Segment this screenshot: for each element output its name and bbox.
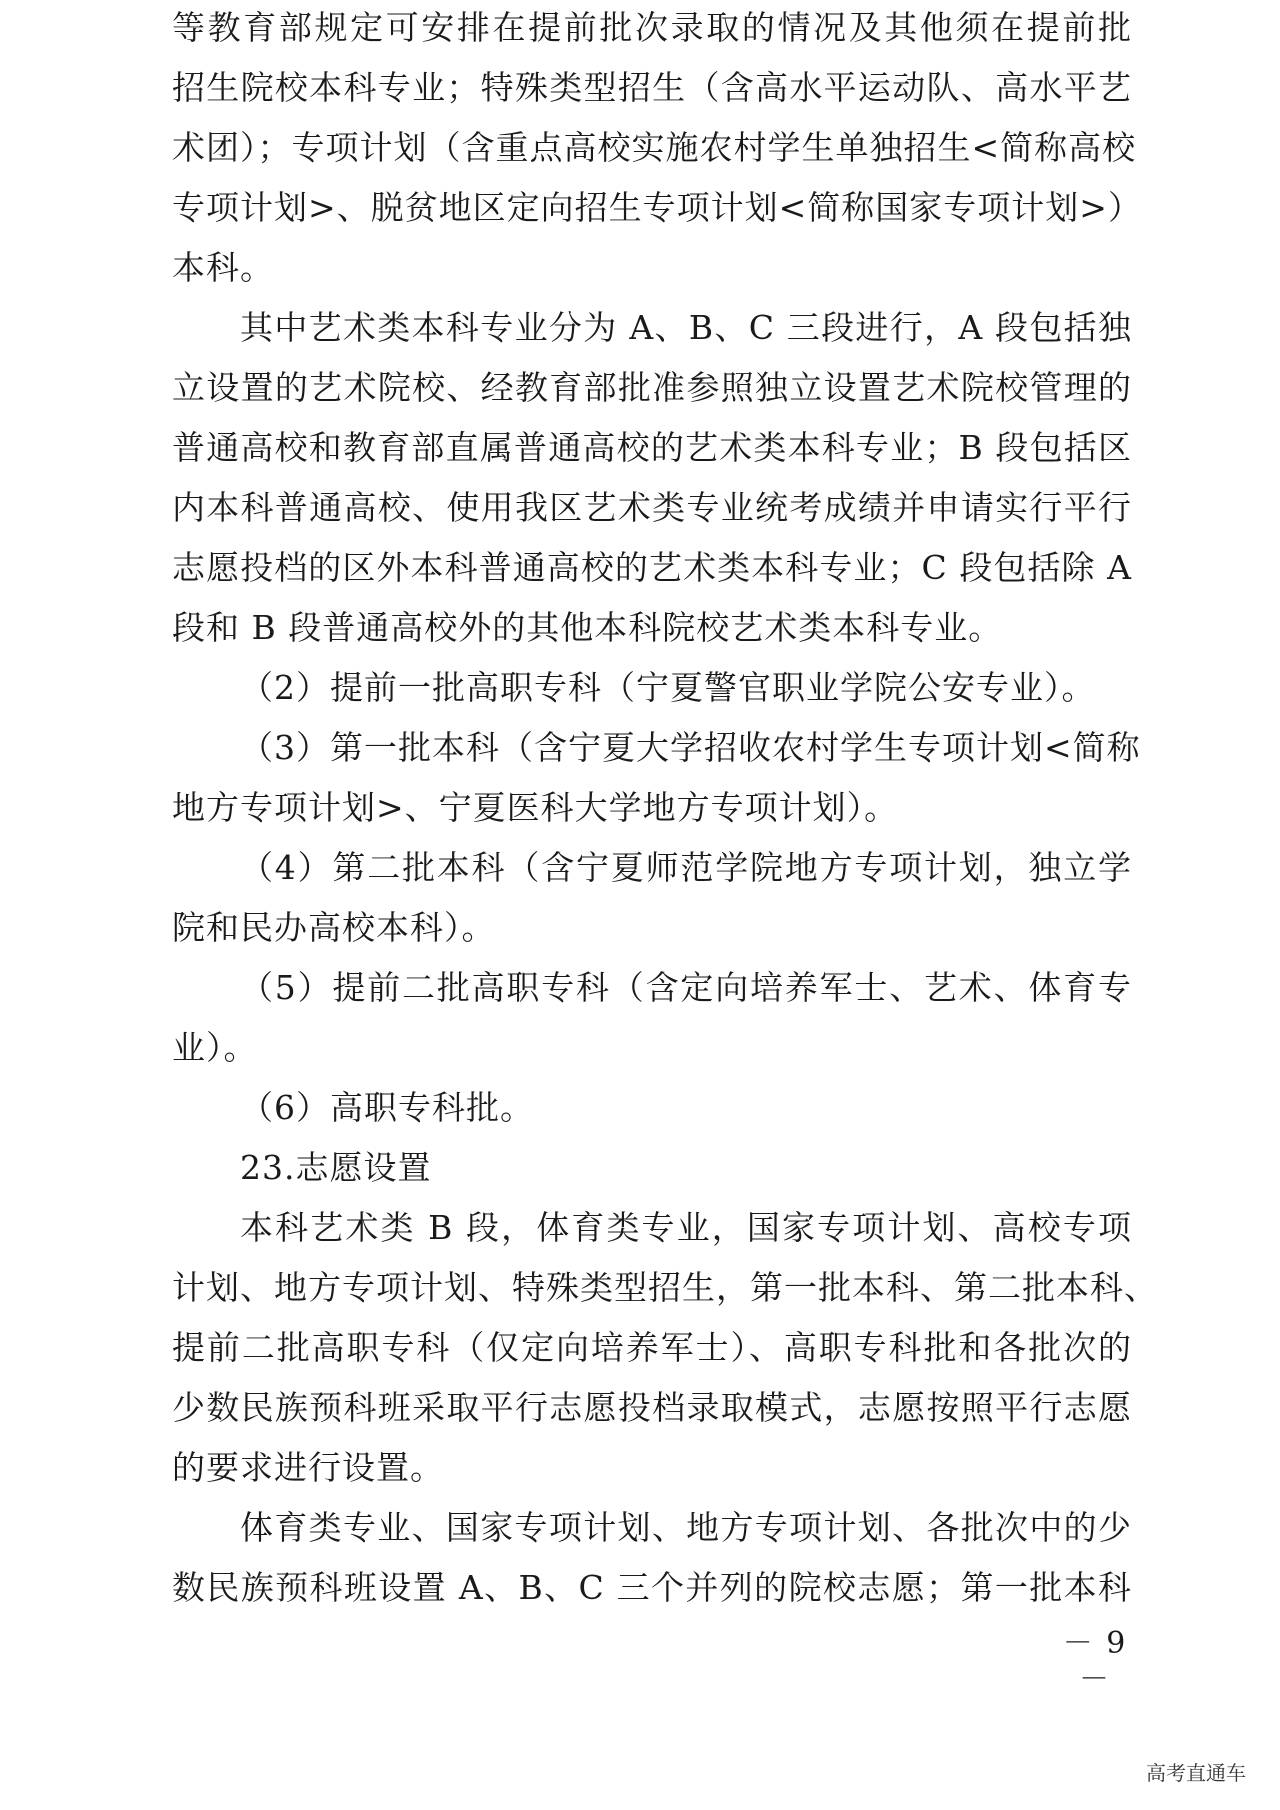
text-line: 业）。 [172, 1028, 258, 1067]
text-line: 本科。 [172, 248, 274, 287]
text-line: 专项计划>、脱贫地区定向招生专项计划<简称国家专项计划>） [172, 188, 1142, 227]
text-line: 其中艺术类本科专业分为 A、B、C 三段进行，A 段包括独 [240, 308, 1132, 347]
text-line: 计划、地方专项计划、特殊类型招生，第一批本科、第二批本科、 [172, 1268, 1158, 1307]
list-item: （4）第二批本科（含宁夏师范学院地方专项计划，独立学 [240, 848, 1132, 887]
text-line: 少数民族预科班采取平行志愿投档录取模式，志愿按照平行志愿 [172, 1388, 1132, 1427]
text-line: 志愿投档的区外本科普通高校的艺术类本科专业；C 段包括除 A [172, 548, 1132, 587]
section-heading: 23.志愿设置 [240, 1148, 432, 1187]
text-line: 地方专项计划>、宁夏医科大学地方专项计划）。 [172, 788, 899, 827]
list-item: （2）提前一批高职专科（宁夏警官职业学院公安专业）。 [240, 668, 1096, 707]
text-line: 普通高校和教育部直属普通高校的艺术类本科专业；B 段包括区 [172, 428, 1132, 467]
page-number: － 9 － [1062, 1626, 1128, 1697]
text-line: 数民族预科班设置 A、B、C 三个并列的院校志愿；第一批本科 [172, 1568, 1132, 1607]
text-line: 内本科普通高校、使用我区艺术类专业统考成绩并申请实行平行 [172, 488, 1132, 527]
text-line: 术团）；专项计划（含重点高校实施农村学生单独招生<简称高校 [172, 128, 1137, 167]
text-line: 提前二批高职专科（仅定向培养军士）、高职专科批和各批次的 [172, 1328, 1132, 1367]
list-item: （5）提前二批高职专科（含定向培养军士、艺术、体育专 [240, 968, 1132, 1007]
list-item: （6）高职专科批。 [240, 1088, 534, 1127]
text-line: 段和 B 段普通高校外的其他本科院校艺术类本科专业。 [172, 608, 1003, 647]
watermark: 高考直通车 [1146, 1761, 1246, 1785]
text-line: 的要求进行设置。 [172, 1448, 444, 1487]
list-item: （3）第一批本科（含宁夏大学招收农村学生专项计划<简称 [240, 728, 1141, 767]
text-line: 等教育部规定可安排在提前批次录取的情况及其他须在提前批 [172, 8, 1132, 47]
text-line: 院和民办高校本科）。 [172, 908, 496, 947]
text-line: 招生院校本科专业；特殊类型招生（含高水平运动队、高水平艺 [172, 68, 1132, 107]
text-line: 体育类专业、国家专项计划、地方专项计划、各批次中的少 [240, 1508, 1132, 1547]
text-line: 立设置的艺术院校、经教育部批准参照独立设置艺术院校管理的 [172, 368, 1132, 407]
text-line: 本科艺术类 B 段，体育类专业，国家专项计划、高校专项 [240, 1208, 1132, 1247]
